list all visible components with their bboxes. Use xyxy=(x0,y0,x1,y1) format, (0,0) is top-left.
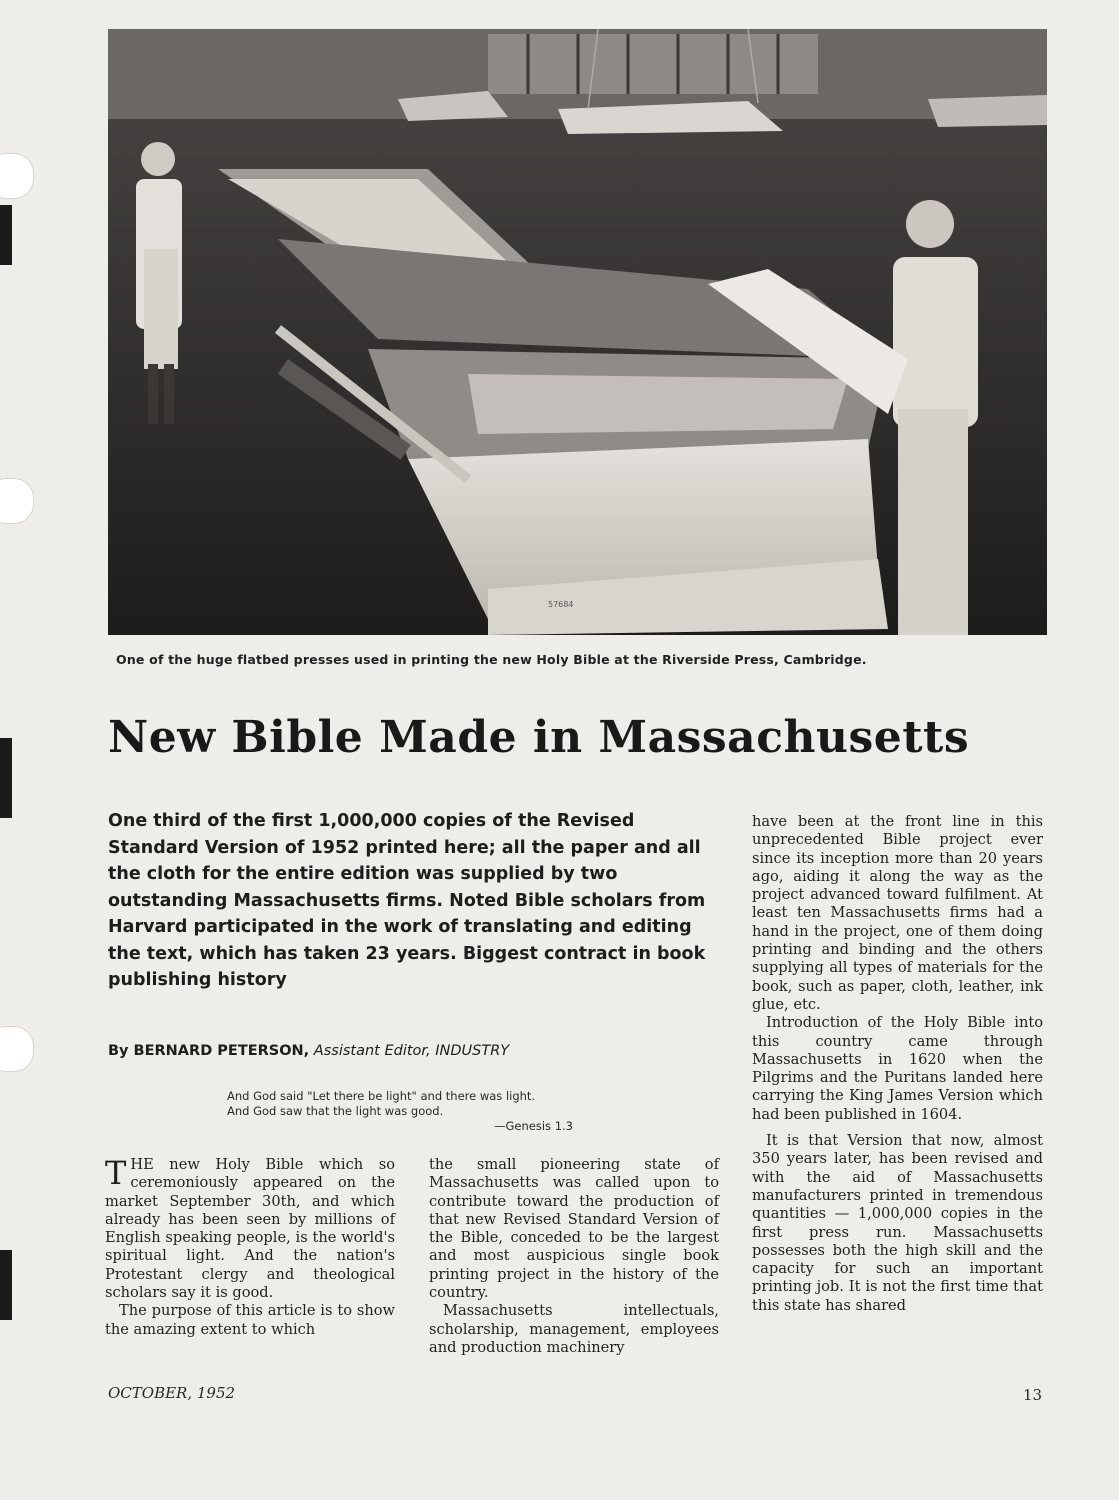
epigraph-source: —Genesis 1.3 xyxy=(494,1119,573,1133)
paragraph: Massachusetts intellectuals, scholarship, management, employees and production machinery xyxy=(429,1302,719,1356)
body-column-1 xyxy=(105,1156,395,1339)
paragraph: It is that Version that now, almost 350 years later, has been revised and with the aid of Massachusetts manufacturers printed in tremendous quantities — 1,000,000 copies in the first press run. Massachusetts possesses both the high skill and the capacity for such an important printing job. It is not the first time that this state has shared xyxy=(752,1132,1043,1314)
epigraph-line: And God saw that the light was good. xyxy=(227,1104,444,1118)
edge-mark xyxy=(0,1250,12,1320)
paragraph: the small pioneering state of Massachusetts was called upon to contribute toward the production of that new Revised Standard Version of the Bible, conceded to be the largest and most auspicious single book printing project in the history of the country. xyxy=(429,1156,719,1302)
edge-mark xyxy=(0,738,12,818)
issue-date: OCTOBER, 1952 xyxy=(108,1384,236,1402)
press-photograph xyxy=(108,29,1047,635)
paragraph: Introduction of the Holy Bible into this country came through Massachusetts in 1620 when the Pilgrims and the Puritans landed here carrying the King James Version which had been published in 1604. xyxy=(752,1014,1043,1123)
byline-author: By BERNARD PETERSON, xyxy=(108,1043,310,1059)
binder-hole xyxy=(0,478,34,524)
page-number: 13 xyxy=(1023,1386,1043,1404)
paragraph: HE new Holy Bible which so ceremoniously appeared on the market September 30th, and which already has been seen by millions of English speaking people, is the world's spiritual light. And the nation's Protestant clergy and theological scholars say it is good. xyxy=(105,1156,395,1302)
edge-mark xyxy=(0,205,12,265)
body-column-2 xyxy=(429,1156,719,1357)
headline: New Bible Made in Massachusetts xyxy=(108,712,970,763)
byline-title: Assistant Editor, INDUSTRY xyxy=(313,1043,510,1059)
epigraph xyxy=(227,1089,587,1134)
photo-caption: One of the huge flatbed presses used in printing the new Holy Bible at the Riverside Press, Cambridge. xyxy=(116,652,867,667)
drop-cap: T xyxy=(105,1154,127,1192)
paragraph: have been at the front line in this unprecedented Bible project ever since its inception more than 20 years ago, aiding it along the way as the project advanced toward fulfilment. At least ten Massachusetts firms had a hand in the project, one of them doing printing and binding and the others supplying all types of materials for the book, such as paper, cloth, leather, ink glue, etc. xyxy=(752,813,1043,1013)
paragraph: The purpose of this article is to show the amazing extent to which xyxy=(105,1302,395,1338)
body-column-3 xyxy=(752,813,1043,1315)
plate-number: 57684 xyxy=(548,600,574,609)
epigraph-line: And God said "Let there be light" and there was light. xyxy=(227,1089,536,1103)
binder-hole xyxy=(0,153,34,199)
byline xyxy=(108,1043,708,1059)
deck-summary: One third of the first 1,000,000 copies of the Revised Standard Version of 1952 printed here; all the paper and all the cloth for the entire edition was supplied by two outstanding Massachusetts firms. Noted Bible scholars from Harvard participated in the work of translating and editing the text, which has taken 23 years. Biggest contract in book publishing history xyxy=(108,811,706,990)
binder-hole xyxy=(0,1026,34,1072)
